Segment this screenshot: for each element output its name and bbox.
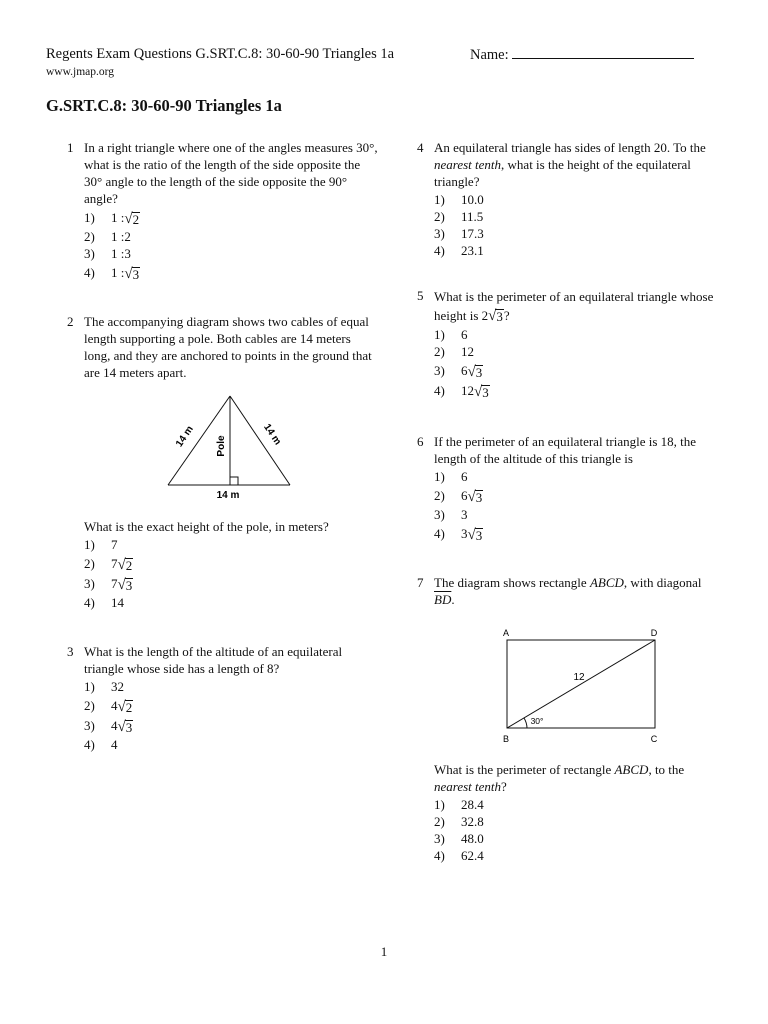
pole-label: Pole [216, 435, 227, 457]
question-text: In a right triangle where one of the angles measures 30°, what is the ratio of the length of the side opposite the 30° angle to the length of the side opposite the 90° angle? [84, 140, 378, 206]
header-url: www.jmap.org [46, 66, 115, 78]
question-3 [67, 643, 379, 753]
vertex-d-label: D [650, 628, 658, 638]
choice-list [434, 796, 734, 864]
question-text: The accompanying diagram shows two cables of equal length supporting a pole. Both cables are 14 meters long, and they are anchored to points in the ground that are 14 meters apart. [84, 314, 372, 380]
name-field [470, 46, 694, 64]
choice: 3) 1 :3 [84, 246, 131, 261]
question-2-prompt [84, 518, 379, 611]
question-number: 6 [417, 434, 424, 449]
choice: 1) 1 : √ 2 [84, 210, 140, 227]
question-text: What is the length of the altitude of an equilateral triangle whose side has a length of 8? [84, 644, 343, 676]
vertex-c-label: C [650, 734, 658, 744]
question-2 [67, 313, 379, 381]
rectangle-diagram [494, 624, 670, 746]
left-cable-label: 14 m [173, 424, 196, 450]
choice: 2) 6 √ 3 [434, 488, 483, 505]
choice-list [84, 536, 379, 611]
choice: 1) 6 [434, 327, 468, 342]
right-cable-label: 14 m [261, 422, 284, 448]
angle-label: 30° [530, 716, 544, 726]
name-label: Name: [470, 47, 509, 63]
angle-arc [524, 718, 527, 728]
choice: 4) 12 √ 3 [434, 383, 489, 400]
question-number: 1 [67, 140, 74, 155]
choice-list [84, 678, 379, 753]
choice: 4) 62.4 [434, 848, 484, 863]
question-text: An equilateral triangle has sides of length 20. To the nearest tenth, what is the height of the equilateral triangle? [434, 140, 706, 189]
diagonal-length-label: 12 [573, 672, 585, 683]
choice-list [434, 326, 724, 400]
choice: 1) 32 [84, 679, 124, 694]
base-label: 14 m [216, 490, 240, 501]
right-angle-mark [230, 477, 238, 485]
question-prompt: What is the perimeter of rectangle ABCD, to the nearest tenth? [434, 762, 685, 794]
page-heading: G.SRT.C.8: 30-60-90 Triangles 1a [46, 96, 282, 115]
question-text: The diagram shows rectangle ABCD, with diagonal $\overline{BD}$. [434, 575, 702, 607]
question-text: What is the perimeter of an equilateral triangle whose height is 2 √ 3 ? [434, 289, 714, 324]
choice-list [84, 208, 379, 282]
choice: 1) 6 [434, 469, 468, 484]
choice: 2) 4 √ 2 [84, 698, 133, 715]
choice-list [434, 468, 724, 543]
question-number: 4 [417, 140, 424, 155]
choice: 4) 23.1 [434, 243, 484, 258]
choice: 1) 28.4 [434, 797, 484, 812]
choice: 2) 32.8 [434, 814, 484, 829]
header-title: Regents Exam Questions G.SRT.C.8: 30-60-90 Triangles 1a [46, 46, 395, 62]
question-number: 2 [67, 314, 74, 329]
choice: 3) 48.0 [434, 831, 484, 846]
question-4 [417, 139, 724, 259]
choice: 2) 1 :2 [84, 229, 131, 244]
question-7-prompt [434, 761, 734, 864]
choice: 4) 14 [84, 595, 124, 610]
question-number: 7 [417, 575, 424, 590]
choice: 4) 4 [84, 737, 118, 752]
choice: 3) 7 √ 3 [84, 576, 133, 593]
diagonal-bd [507, 640, 655, 728]
choice: 1) 10.0 [434, 192, 484, 207]
choice: 3) 6 √ 3 [434, 363, 483, 380]
choice-list [434, 191, 724, 259]
choice: 2) 12 [434, 344, 474, 359]
question-5 [417, 287, 724, 401]
question-1 [67, 139, 379, 283]
vertex-a-label: A [502, 628, 510, 638]
choice: 2) 7 √ 2 [84, 556, 133, 573]
page-number: 1 [380, 944, 388, 959]
choice: 4) 1 : √ 3 [84, 265, 140, 282]
question-number: 3 [67, 644, 74, 659]
choice: 3) 4 √ 3 [84, 718, 133, 735]
pole-diagram [160, 390, 300, 505]
question-7 [417, 574, 734, 608]
choice: 1) 7 [84, 537, 118, 552]
question-prompt: What is the exact height of the pole, in meters? [84, 519, 329, 534]
choice: 2) 11.5 [434, 209, 484, 224]
vertex-b-label: B [502, 734, 510, 744]
choice: 3) 17.3 [434, 226, 484, 241]
choice: 3) 3 [434, 507, 468, 522]
question-number: 5 [417, 288, 424, 303]
question-6 [417, 433, 724, 544]
choice: 4) 3 √ 3 [434, 526, 483, 543]
question-text: If the perimeter of an equilateral triangle is 18, the length of the altitude of this triangle is [434, 434, 697, 466]
name-blank-line [512, 46, 694, 59]
